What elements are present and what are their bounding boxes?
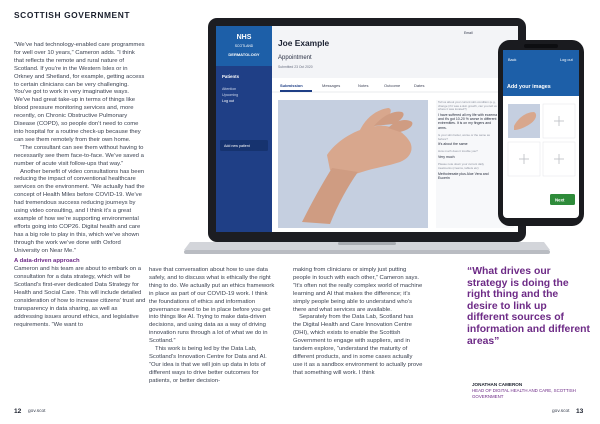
subheading: A data-driven approach xyxy=(14,258,80,265)
left-paragraph-4: Cameron and his team are about to embark on a consultation for a data strategy, which will be Scotland’s first-ever dedicated Data Strategy for Health and Social Care. This will include detailed consideration of how to increase citizens’ trust and transparency in data sharing, as well as addressing issues around ethics, and legislative requirements. “We want to xyxy=(14,266,146,328)
left-column xyxy=(14,42,146,330)
footer-site-left: gov.scot xyxy=(28,409,46,414)
answer-1: I have suffered all my life with eczema and it’s got 10-20 % worse in different extremities. It is on my fingers and arms. xyxy=(438,112,498,130)
add-patient-button[interactable]: Add new patient xyxy=(224,144,250,148)
page-title: Appointment xyxy=(278,55,312,61)
phone-back-button[interactable]: Back xyxy=(508,58,517,62)
tab-messages[interactable]: Messages xyxy=(322,83,341,88)
tab-outcome[interactable]: Outcome xyxy=(384,83,401,88)
middle-paragraph-1: have that conversation about how to use data safely, and to discuss what is ethically the right thing to do. We actually put an ethics framework in place as part of our COVID-19 work. I think the foundations of ethics and information governance need to be in place before you get into things like AI. Trying to make data-driven decisions, and using data as a way of driving innovation runs through a lot of what we do in Scotland.” xyxy=(149,267,275,345)
middle-paragraph-2: This work is being led by the Data Lab, Scotland’s Innovation Centre for Data and AI. “Our idea is that we will join up data in lots of different ways to drive better outcomes for patients, or better decision- xyxy=(149,346,267,384)
tab-notes[interactable]: Notes xyxy=(358,83,369,88)
answer-2: It’s about the same xyxy=(438,142,468,147)
right-column xyxy=(293,267,423,378)
question-4: Please note down your current daily treatments (creams, tablets etc) xyxy=(438,162,484,170)
submitted-date: Submitted 23 Oct 2020 xyxy=(278,65,313,69)
left-paragraph-3: Another benefit of video consultations has been reducing the impact of conventional healthcare services on the environment. “We actually had the concept of Health Miles before COVID-19. We’ve had tremendous success reducing journeys by using video consulting, and I think it’s a great example of how we’re supporting environmental efforts going into COP26. Digital health and care has a big role to play in this, which we’ve shown through the work we’ve done with Oxford University on Near Me.” xyxy=(14,168,145,254)
right-paragraph-1: making from clinicians or simply just putting people in touch with each other,” Cameron says. “It’s often not the really complex world of machine learning and AI that makes the difference; it’s simply people being able to understand who’s there and what services are available. xyxy=(293,267,423,313)
dermatology-label: DERMATOLOGY xyxy=(228,52,260,57)
question-1: Tell us about your current skin condition (e.g., change (if it was a skin growth, can you tell us where it was located?) xyxy=(438,101,497,112)
email-label: Email xyxy=(464,31,473,35)
phone-title: Add your images xyxy=(507,84,551,90)
tab-submission[interactable]: Submission xyxy=(280,83,303,88)
hero-device-image xyxy=(152,0,600,262)
question-3: How much does it trouble you? xyxy=(438,149,478,154)
right-paragraph-2: Separately from the Data Lab, Scotland has the Digital Health and Care Innovation Centre (DHI), which exists to enable the Scottish Government to engage with suppliers, and in tandem explore, “understand the maturity of different products, and in some cases actually use it as a sandbox environment to actually prove that something will work. I think xyxy=(293,314,423,376)
phone-next-button[interactable]: Next xyxy=(555,197,565,203)
quote-attribution-role: HEAD OF DIGITAL HEALTH AND CARE, SCOTTISH GOVERNMENT xyxy=(472,388,576,399)
page-number-right: 13 xyxy=(576,408,584,415)
left-paragraph-1: “We’ve had technology-enabled care programmes for well over 10 years,” Cameron adds. “I think that reflects the remote and rural nature of Scotland. If you’re in the Western Isles or in Orkney and Shetland, for example, getting access to certain clinicians can be very challenging. You’ve got to work in very imaginative ways. We’ve had great take-up in terms of things like blood pressure monitoring services and, more recently, on Chronic Obstructive Pulmonary Disease (COPD), so people don’t need to come into hospital for a routine check-up because they can see them remotely from their own home. xyxy=(14,42,145,143)
middle-column xyxy=(149,267,275,386)
phone-logout-button[interactable]: Log out xyxy=(560,58,573,62)
page-number-left: 12 xyxy=(14,408,22,415)
left-paragraph-2: “The consultant can see them without having to necessarily see them face-to-face. We’ve saved a number of acute visit follow-ups that way.” xyxy=(14,144,144,167)
footer-site-right: gov.scot xyxy=(552,409,570,414)
question-2: Is your skin better, worse or the same as before? xyxy=(438,132,490,141)
quote-attribution-name: JONATHAN CAMERON xyxy=(472,382,523,387)
nhs-logo: NHS xyxy=(236,34,252,41)
section-header: SCOTTISH GOVERNMENT xyxy=(14,10,131,20)
sidebar-item-upcoming[interactable]: Upcoming xyxy=(222,93,239,97)
sidebar-heading: Patients xyxy=(222,74,240,79)
tab-dates[interactable]: Dates xyxy=(414,83,425,88)
answer-3: Very much xyxy=(438,155,455,160)
answer-4: Methotrexate plus Aloe Vera and Eucerin xyxy=(438,171,489,180)
pull-quote: “What drives our strategy is doing the right thing and the desire to link up different sources of information and different areas” xyxy=(467,266,590,347)
sidebar-item-logout[interactable]: Log out xyxy=(222,99,234,103)
nhs-logo-sub: SCOTLAND xyxy=(234,44,254,48)
sidebar-item-attention[interactable]: Attention xyxy=(222,87,237,91)
patient-name: Joe Example xyxy=(278,38,330,48)
